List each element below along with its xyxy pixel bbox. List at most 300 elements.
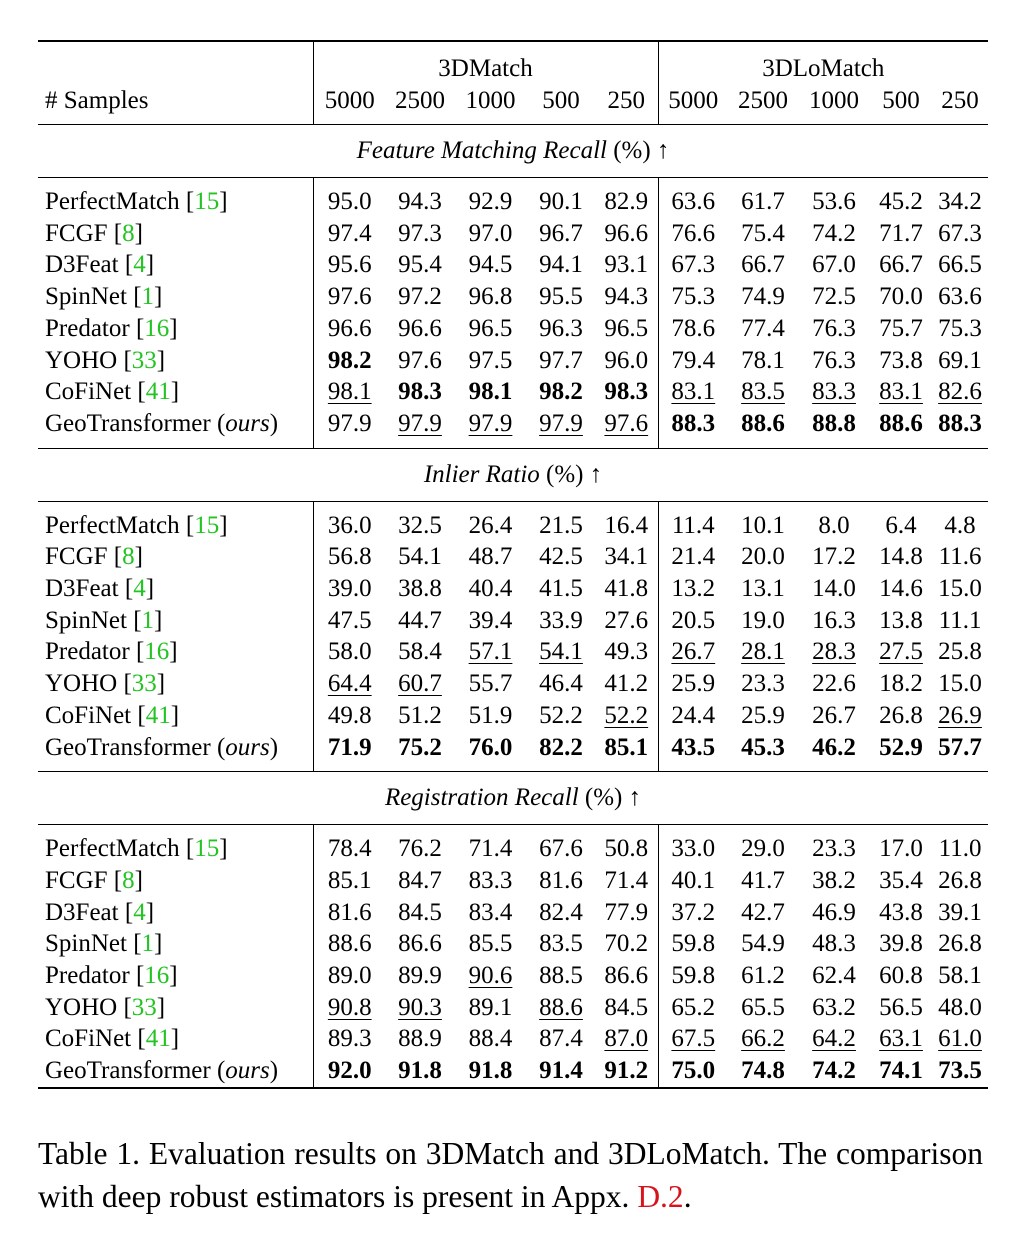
value-cell: 48.3 — [812, 930, 856, 958]
value-cell: 96.6 — [327, 314, 372, 342]
section-header-row — [38, 448, 988, 501]
value-cell: 23.3 — [812, 835, 856, 863]
method-name: SpinNet [1] — [38, 928, 313, 960]
citation-link[interactable]: 16 — [144, 314, 170, 342]
value-cell: 49.8 — [327, 701, 372, 729]
higher-better-arrow-icon: ↑ — [589, 460, 603, 488]
value-cell: 83.3 — [468, 866, 513, 894]
value-cell: 97.9 — [398, 409, 442, 437]
value-cell: 48.7 — [468, 543, 513, 571]
section-header-row — [38, 125, 988, 178]
sample-count-header: 2500 — [738, 87, 789, 114]
value-cell: 6.4 — [885, 511, 917, 539]
method-name: SpinNet [1] — [38, 605, 313, 637]
value-cell: 47.5 — [327, 606, 372, 634]
value-cell: 48.0 — [938, 993, 982, 1021]
value-cell: 98.3 — [595, 376, 658, 408]
value-cell: 33.0 — [671, 835, 716, 863]
value-cell: 11.0 — [938, 835, 982, 863]
value-cell: 69.1 — [938, 346, 982, 374]
value-cell: 97.9 — [539, 409, 583, 437]
value-cell: 61.7 — [741, 188, 785, 215]
value-cell: 73.5 — [932, 1055, 988, 1088]
value-cell: 90.3 — [398, 993, 442, 1021]
method-name: PerfectMatch [15] — [38, 186, 313, 218]
value-cell: 54.1 — [539, 638, 583, 666]
value-cell: 26.7 — [812, 701, 856, 729]
value-cell: 95.6 — [327, 251, 372, 279]
value-cell: 78.6 — [671, 314, 716, 342]
table-row — [38, 865, 988, 897]
value-cell: 46.9 — [812, 898, 856, 926]
value-cell: 96.0 — [595, 345, 658, 377]
value-cell: 97.4 — [327, 219, 372, 247]
value-cell: 92.9 — [468, 188, 513, 215]
citation-link[interactable]: 41 — [145, 701, 171, 729]
value-cell: 63.1 — [879, 1025, 923, 1053]
value-cell: 95.4 — [398, 251, 442, 279]
citation-link[interactable]: 33 — [131, 993, 157, 1021]
method-name: GeoTransformer (ours) — [38, 732, 313, 764]
value-cell: 76.0 — [468, 733, 513, 761]
value-cell: 83.5 — [539, 930, 583, 958]
value-cell: 50.8 — [595, 833, 658, 865]
method-name: SpinNet [1] — [38, 281, 313, 313]
method-name: PerfectMatch [15] — [38, 833, 313, 865]
value-cell: 52.2 — [595, 700, 658, 732]
table-row — [38, 833, 988, 865]
value-cell: 58.1 — [938, 962, 982, 990]
value-cell: 88.4 — [468, 1025, 513, 1053]
citation-link[interactable]: 41 — [145, 378, 171, 406]
value-cell: 88.6 — [741, 409, 785, 437]
value-cell: 98.3 — [398, 378, 442, 406]
value-cell: 83.1 — [879, 378, 923, 406]
table-row — [38, 186, 988, 218]
section-header-row — [38, 772, 988, 825]
section-title — [38, 125, 988, 178]
value-cell: 97.3 — [398, 219, 442, 247]
value-cell: 14.8 — [879, 543, 923, 571]
value-cell: 97.2 — [398, 283, 442, 311]
value-cell: 97.6 — [595, 408, 658, 440]
method-name: Predator [16] — [38, 313, 313, 345]
value-cell: 77.9 — [595, 897, 658, 929]
value-cell: 94.5 — [468, 251, 513, 279]
method-name: PerfectMatch [15] — [38, 510, 313, 542]
value-cell: 62.4 — [812, 962, 856, 990]
value-cell: 16.3 — [812, 606, 856, 634]
value-cell: 26.9 — [938, 701, 982, 729]
value-cell: 88.6 — [539, 993, 583, 1021]
value-cell: 88.6 — [879, 409, 923, 437]
value-cell: 67.3 — [938, 219, 982, 247]
value-cell: 96.6 — [398, 314, 442, 342]
value-cell: 16.4 — [595, 510, 658, 542]
value-cell: 23.3 — [741, 670, 785, 698]
caption-appendix-ref[interactable]: D.2 — [637, 1179, 684, 1214]
citation-link[interactable]: 4 — [133, 575, 146, 603]
higher-better-arrow-icon: ↑ — [656, 137, 670, 164]
value-cell: 78.4 — [327, 835, 372, 863]
value-cell: 84.5 — [398, 898, 442, 926]
value-cell: 14.0 — [812, 575, 856, 603]
value-cell: 91.8 — [454, 1055, 527, 1088]
section-title-text: Inlier Ratio — [423, 460, 540, 488]
table-row — [38, 960, 988, 992]
value-cell: 60.7 — [398, 670, 442, 698]
value-cell: 89.0 — [327, 962, 372, 990]
value-cell: 35.4 — [879, 866, 923, 894]
value-cell: 56.8 — [327, 543, 372, 571]
value-cell: 28.3 — [812, 638, 856, 666]
value-cell: 74.2 — [798, 1055, 870, 1088]
value-cell: 96.8 — [468, 283, 513, 311]
table-row — [38, 249, 988, 281]
value-cell: 71.9 — [327, 733, 372, 761]
value-cell: 26.7 — [671, 638, 716, 666]
caption-text: Table 1. Evaluation results on 3DMatch and 3DLoMatch. The comparison with deep robust estimators is present in Appx. — [38, 1136, 983, 1214]
value-cell: 39.0 — [327, 575, 372, 603]
value-cell: 49.3 — [595, 636, 658, 668]
citation-link[interactable]: 4 — [133, 251, 146, 279]
section-spacer — [38, 763, 988, 772]
value-cell: 41.8 — [595, 573, 658, 605]
value-cell: 54.9 — [741, 930, 785, 958]
table-row — [38, 992, 988, 1024]
table-row — [38, 408, 988, 440]
value-cell: 83.1 — [671, 378, 716, 406]
value-cell: 75.2 — [398, 733, 442, 761]
value-cell: 89.3 — [327, 1025, 372, 1053]
value-cell: 25.9 — [741, 701, 785, 729]
table-row — [38, 1055, 988, 1088]
citation-link[interactable]: 16 — [144, 638, 170, 666]
citation-link[interactable]: 1 — [141, 606, 155, 634]
value-cell: 63.6 — [938, 283, 982, 311]
value-cell: 78.1 — [741, 346, 785, 374]
value-cell: 58.0 — [327, 638, 372, 666]
value-cell: 86.6 — [398, 930, 442, 958]
value-cell: 75.3 — [671, 283, 716, 311]
value-cell: 96.7 — [539, 219, 583, 247]
method-name: FCGF [8] — [38, 865, 313, 897]
value-cell: 66.7 — [879, 251, 923, 279]
value-cell: 36.0 — [327, 511, 372, 539]
method-name: CoFiNet [41] — [38, 376, 313, 408]
value-cell: 34.2 — [938, 188, 982, 215]
value-cell: 94.3 — [595, 281, 658, 313]
table-row — [38, 376, 988, 408]
section-title — [38, 448, 988, 501]
citation-link[interactable]: 4 — [133, 898, 146, 926]
value-cell: 94.1 — [539, 251, 583, 279]
value-cell: 64.2 — [812, 1025, 856, 1053]
method-name: D3Feat [4] — [38, 249, 313, 281]
value-cell: 53.6 — [812, 188, 856, 215]
value-cell: 66.7 — [741, 251, 785, 279]
value-cell: 26.8 — [938, 930, 982, 958]
citation-link[interactable]: 33 — [131, 346, 157, 374]
header-row-samples — [38, 84, 988, 125]
value-cell: 56.5 — [879, 993, 923, 1021]
table-row — [38, 345, 988, 377]
value-cell: 37.2 — [671, 898, 716, 926]
section-spacer — [38, 501, 988, 510]
group-3dlomatch: 3DLoMatch — [658, 41, 988, 84]
value-cell: 75.0 — [658, 1055, 728, 1088]
section-spacer — [38, 178, 988, 187]
value-cell: 42.5 — [539, 543, 583, 571]
table-row — [38, 541, 988, 573]
table-row — [38, 732, 988, 764]
value-cell: 43.5 — [671, 733, 716, 761]
value-cell: 72.5 — [812, 283, 856, 311]
value-cell: 64.4 — [327, 670, 372, 698]
method-name: FCGF [8] — [38, 218, 313, 250]
value-cell: 40.1 — [671, 866, 716, 894]
value-cell: 20.5 — [671, 606, 716, 634]
method-name: YOHO [33] — [38, 345, 313, 377]
section-spacer — [38, 440, 988, 449]
value-cell: 93.1 — [595, 249, 658, 281]
value-cell: 43.8 — [879, 898, 923, 926]
value-cell: 27.5 — [879, 638, 923, 666]
value-cell: 89.9 — [398, 962, 442, 990]
section-title — [38, 772, 988, 825]
section-title-text: Feature Matching Recall — [356, 137, 607, 164]
value-cell: 34.1 — [595, 541, 658, 573]
value-cell: 20.0 — [741, 543, 785, 571]
value-cell: 97.5 — [468, 346, 513, 374]
results-table-container — [38, 40, 988, 1089]
value-cell: 11.4 — [671, 511, 715, 539]
section-spacer — [38, 825, 988, 834]
value-cell: 71.4 — [595, 865, 658, 897]
value-cell: 33.9 — [539, 606, 583, 634]
value-cell: 88.3 — [938, 409, 982, 437]
value-cell: 77.4 — [741, 314, 785, 342]
value-cell: 96.5 — [595, 313, 658, 345]
value-cell: 91.2 — [595, 1055, 658, 1088]
value-cell: 88.8 — [812, 409, 856, 437]
table-caption — [38, 1132, 983, 1218]
value-cell: 66.5 — [938, 251, 982, 279]
value-cell: 41.5 — [539, 575, 583, 603]
value-cell: 96.5 — [468, 314, 513, 342]
value-cell: 71.7 — [879, 219, 923, 247]
value-cell: 17.2 — [812, 543, 856, 571]
value-cell: 85.5 — [468, 930, 513, 958]
citation-link[interactable]: 1 — [141, 930, 155, 958]
citation-link[interactable]: 16 — [144, 962, 170, 990]
citation-link[interactable]: 33 — [131, 670, 157, 698]
value-cell: 76.3 — [812, 314, 856, 342]
value-cell: 57.1 — [468, 638, 513, 666]
method-name: FCGF [8] — [38, 541, 313, 573]
value-cell: 97.0 — [468, 219, 513, 247]
value-cell: 91.8 — [386, 1055, 454, 1088]
value-cell: 51.2 — [398, 701, 442, 729]
value-cell: 52.9 — [879, 733, 923, 761]
value-cell: 70.0 — [879, 283, 923, 311]
table-row — [38, 573, 988, 605]
citation-link[interactable]: 15 — [194, 188, 220, 215]
value-cell: 52.2 — [539, 701, 583, 729]
value-cell: 90.6 — [468, 962, 513, 990]
value-cell: 26.8 — [879, 701, 923, 729]
section-unit: (%) ↑ — [546, 460, 603, 488]
value-cell: 90.8 — [327, 993, 372, 1021]
value-cell: 32.5 — [398, 511, 442, 539]
table-row — [38, 281, 988, 313]
value-cell: 85.1 — [327, 866, 372, 894]
value-cell: 13.8 — [879, 606, 923, 634]
value-cell: 8.0 — [818, 511, 850, 539]
value-cell: 74.1 — [870, 1055, 932, 1088]
value-cell: 38.8 — [398, 575, 442, 603]
value-cell: 98.2 — [327, 346, 372, 374]
value-cell: 18.2 — [879, 670, 923, 698]
value-cell: 98.1 — [468, 378, 513, 406]
value-cell: 70.2 — [595, 928, 658, 960]
value-cell: 83.3 — [812, 378, 856, 406]
sample-count-header: 500 — [882, 87, 920, 114]
value-cell: 94.3 — [398, 188, 442, 215]
value-cell: 39.4 — [468, 606, 513, 634]
section-unit: (%) ↑ — [584, 784, 642, 812]
value-cell: 73.8 — [879, 346, 923, 374]
value-cell: 46.2 — [812, 733, 856, 761]
value-cell: 89.1 — [468, 993, 513, 1021]
table-row — [38, 1023, 988, 1055]
value-cell: 42.7 — [741, 898, 785, 926]
value-cell: 67.6 — [539, 835, 583, 863]
value-cell: 71.4 — [468, 835, 513, 863]
value-cell: 15.0 — [938, 670, 982, 698]
value-cell: 39.8 — [879, 930, 923, 958]
table-row — [38, 636, 988, 668]
value-cell: 14.6 — [879, 575, 923, 603]
value-cell: 74.8 — [728, 1055, 798, 1088]
value-cell: 58.4 — [398, 638, 442, 666]
table-row — [38, 605, 988, 637]
value-cell: 81.6 — [327, 898, 372, 926]
section-unit: (%) ↑ — [613, 137, 670, 164]
method-name: YOHO [33] — [38, 992, 313, 1024]
sample-count-header: 250 — [595, 84, 658, 125]
value-cell: 75.4 — [741, 219, 785, 247]
value-cell: 87.0 — [595, 1023, 658, 1055]
sample-count-header: 5000 — [324, 87, 375, 114]
table-row — [38, 928, 988, 960]
value-cell: 54.1 — [398, 543, 442, 571]
value-cell: 44.7 — [398, 606, 442, 634]
table-row — [38, 668, 988, 700]
value-cell: 63.2 — [812, 993, 856, 1021]
table-row — [38, 218, 988, 250]
citation-link[interactable]: 15 — [194, 511, 220, 539]
value-cell: 11.6 — [938, 543, 982, 571]
value-cell: 63.6 — [671, 188, 716, 215]
value-cell: 97.9 — [468, 409, 513, 437]
value-cell: 67.0 — [812, 251, 856, 279]
citation-link[interactable]: 8 — [122, 543, 135, 571]
value-cell: 13.1 — [741, 575, 785, 603]
value-cell: 82.2 — [539, 733, 583, 761]
method-name: GeoTransformer (ours) — [38, 408, 313, 440]
value-cell: 41.2 — [595, 668, 658, 700]
citation-link[interactable]: 41 — [145, 1025, 171, 1053]
results-table — [38, 40, 988, 1089]
caption-end: . — [683, 1179, 692, 1214]
sample-count-header: 500 — [542, 87, 580, 114]
value-cell: 21.5 — [539, 511, 583, 539]
value-cell: 98.1 — [327, 378, 372, 406]
method-name: D3Feat [4] — [38, 573, 313, 605]
value-cell: 82.4 — [539, 898, 583, 926]
value-cell: 76.3 — [812, 346, 856, 374]
value-cell: 25.8 — [938, 638, 982, 666]
value-cell: 24.4 — [671, 701, 716, 729]
value-cell: 17.0 — [879, 835, 923, 863]
value-cell: 76.2 — [398, 835, 442, 863]
method-name: CoFiNet [41] — [38, 1023, 313, 1055]
citation-link[interactable]: 15 — [194, 835, 220, 863]
value-cell: 96.3 — [539, 314, 583, 342]
value-cell: 83.4 — [468, 898, 513, 926]
value-cell: 81.6 — [539, 866, 583, 894]
value-cell: 85.1 — [595, 732, 658, 764]
value-cell: 90.1 — [539, 188, 583, 215]
value-cell: 76.6 — [671, 219, 716, 247]
sample-count-header: 5000 — [668, 87, 719, 114]
table-row — [38, 313, 988, 345]
value-cell: 95.0 — [327, 188, 372, 215]
value-cell: 38.2 — [812, 866, 856, 894]
value-cell: 4.8 — [944, 511, 976, 539]
higher-better-arrow-icon: ↑ — [628, 784, 642, 812]
method-name: Predator [16] — [38, 636, 313, 668]
sample-count-header: 1000 — [465, 87, 516, 114]
sample-count-header: 1000 — [809, 87, 860, 114]
value-cell: 57.7 — [938, 733, 982, 761]
value-cell: 84.5 — [595, 992, 658, 1024]
citation-link[interactable]: 1 — [141, 283, 155, 311]
value-cell: 74.9 — [741, 283, 785, 311]
method-name: CoFiNet [41] — [38, 700, 313, 732]
value-cell: 25.9 — [671, 670, 716, 698]
value-cell: 65.2 — [671, 993, 716, 1021]
value-cell: 92.0 — [313, 1055, 386, 1088]
value-cell: 46.4 — [539, 670, 583, 698]
value-cell: 75.7 — [879, 314, 923, 342]
sample-count-header: 250 — [941, 87, 979, 114]
value-cell: 88.9 — [398, 1025, 442, 1053]
value-cell: 40.4 — [468, 575, 513, 603]
citation-link[interactable]: 8 — [122, 219, 135, 247]
value-cell: 79.4 — [671, 346, 716, 374]
value-cell: 13.2 — [671, 575, 716, 603]
value-cell: 84.7 — [398, 866, 442, 894]
citation-link[interactable]: 8 — [122, 866, 135, 894]
value-cell: 41.7 — [741, 866, 785, 894]
method-name: GeoTransformer (ours) — [38, 1055, 313, 1088]
value-cell: 98.2 — [539, 378, 583, 406]
samples-label: # Samples — [38, 84, 313, 125]
value-cell: 82.9 — [595, 186, 658, 218]
value-cell: 66.2 — [741, 1025, 785, 1053]
